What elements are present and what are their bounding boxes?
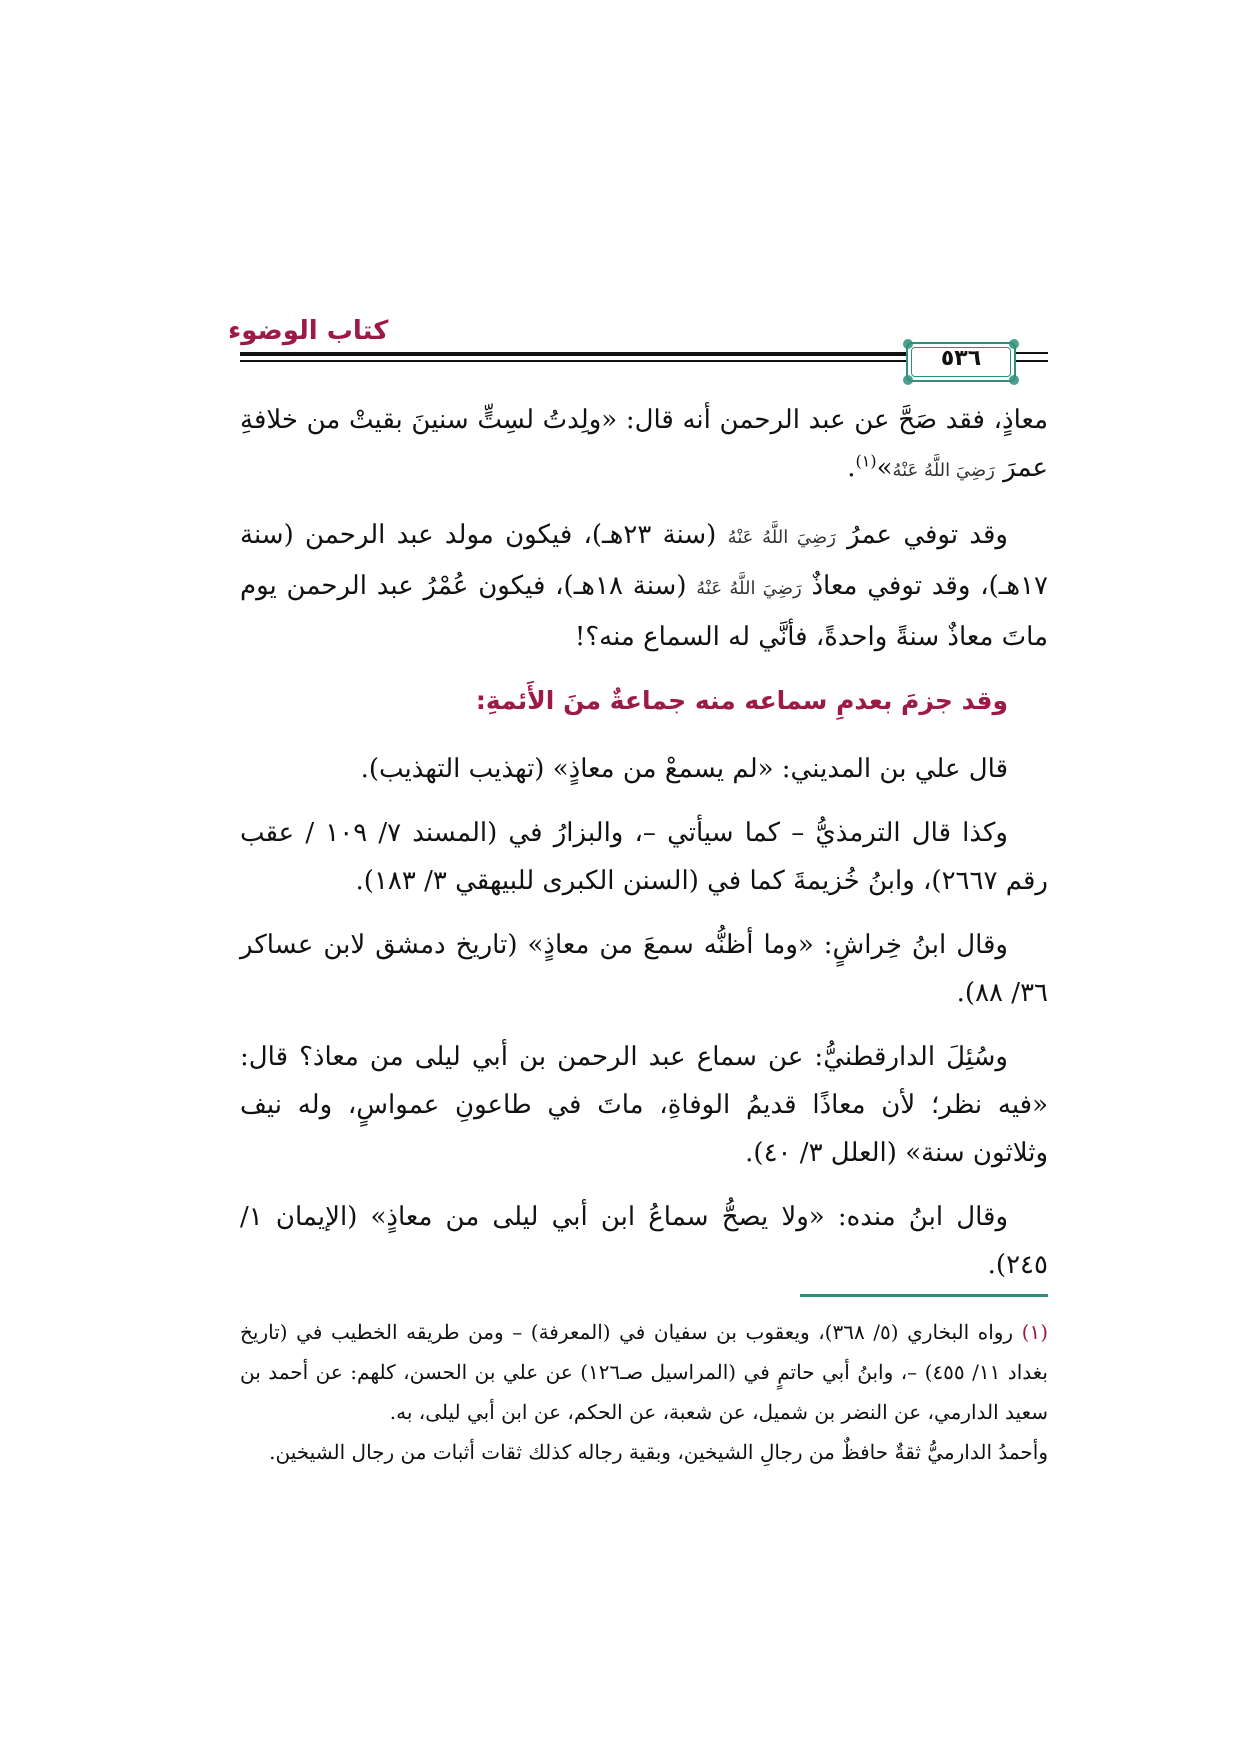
main-text xyxy=(240,396,1048,1305)
footnote xyxy=(240,1312,1048,1432)
paragraph xyxy=(240,511,1048,661)
quote-close: » xyxy=(876,453,893,483)
running-title: كتاب الوضوء xyxy=(228,316,389,346)
honorific: رَضِيَ اللَّهُ عَنْهُ xyxy=(727,527,836,548)
page-number-badge xyxy=(906,342,1016,382)
footnote-separator xyxy=(800,1294,1048,1297)
paragraph: وقال ابنُ منده: «ولا يصحُّ سماعُ ابن أبي ليلى من معاذٍ» (الإيمان ١/ ٢٤٥). xyxy=(240,1202,1048,1280)
paragraph: وقال ابنُ خِراشٍ: «وما أظنُّه سمعَ من معاذٍ» (تاريخ دمشق لابن عساكر ٣٦/ ٨٨). xyxy=(240,930,1048,1008)
page-number: ٥٣٦ xyxy=(940,346,982,371)
footnote-marker: (١) xyxy=(1021,1320,1049,1344)
paragraph xyxy=(240,396,1048,495)
period: . xyxy=(847,453,856,483)
footnote-continuation: وأحمدُ الدارميُّ ثقةٌ حافظٌ من رجالِ الشيخين، وبقية رجاله كذلك ثقات أثبات من رجال الشيخين. xyxy=(269,1440,1048,1464)
honorific: رَضِيَ اللَّهُ عَنْهُ xyxy=(892,460,995,481)
footnote-text: رواه البخاري (٥/ ٣٦٨)، ويعقوب بن سفيان في (المعرفة) – ومن طريقه الخطيب في (تاريخ بغداد ١١/ ٤٥٥) –، وابنُ أبي حاتمٍ في (المراسيل صـ١٢٦) عن علي بن الحسن، كلهم: عن أحمد بن سعيد الدارمي، عن النضر بن شميل، عن شعبة، عن الحكم، عن ابن أبي ليلى، به. xyxy=(240,1320,1048,1424)
ornament-icon xyxy=(1009,375,1019,385)
footnotes xyxy=(240,1312,1048,1472)
paragraph-text: (سنة ٢٣هـ)، فيكون مولد عبد الرحمن (سنة ١٧هـ)، وقد توفي معاذٌ xyxy=(240,520,1049,601)
paragraph: وسُئِلَ الدارقطنيُّ: عن سماع عبد الرحمن بن أبي ليلى من معاذ؟ قال: «فيه نظر؛ لأن معاذًا قديمُ الوفاةِ، ماتَ في طاعونِ عمواسٍ، وله نيف وثلاثون سنة» (العلل ٣/ ٤٠). xyxy=(240,1042,1048,1168)
ornament-icon xyxy=(903,375,913,385)
header-rule xyxy=(240,352,990,356)
honorific: رَضِيَ اللَّهُ عَنْهُ xyxy=(696,578,802,599)
paragraph-text: معاذٍ، فقد صَحَّ عن عبد الرحمن أنه قال: «ولِدتُ لسِتٍّ سنينَ بقيتْ من خلافةِ عمرَ xyxy=(240,405,1048,483)
header-rule-thin xyxy=(240,360,990,362)
paragraph-text: وقد توفي عمرُ xyxy=(847,520,1008,550)
section-heading: وقد جزمَ بعدمِ سماعه منه جماعةٌ منَ الأَئمةِ: xyxy=(475,686,1008,715)
paragraph-text: (سنة ١٨هـ)، فيكون عُمْرُ عبد الرحمن يوم ماتَ معاذٌ سنةً واحدةً، فأنَّي له السماع منه؟! xyxy=(240,571,1048,652)
footnote-ref[interactable]: (١) xyxy=(855,451,877,471)
paragraph: قال علي بن المديني: «لم يسمعْ من معاذٍ» (تهذيب التهذيب). xyxy=(360,754,1008,784)
paragraph: وكذا قال الترمذيُّ – كما سيأتي –، والبزارُ في (المسند ٧/ ١٠٩ / عقب رقم ٢٦٦٧)، وابنُ خُزيمةَ كما في (السنن الكبرى للبيهقي ٣/ ١٨٣). xyxy=(240,818,1048,896)
